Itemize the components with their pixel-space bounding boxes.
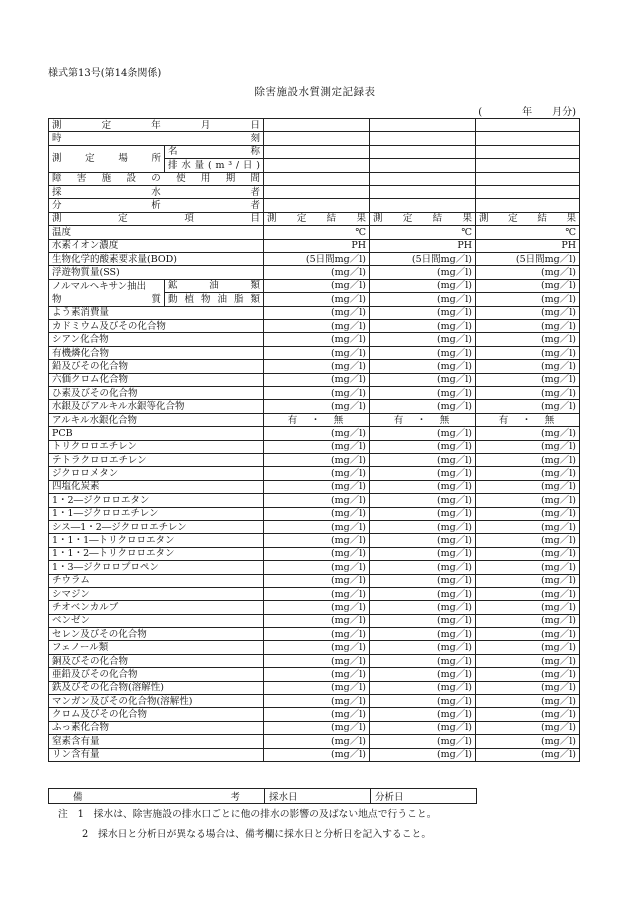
- item-row: [49, 520, 580, 533]
- measure-value[interactable]: (mg／l): [264, 574, 370, 587]
- measure-value[interactable]: (mg／l): [264, 360, 370, 373]
- discharge-label: 排 水 量 ( m ³ / 日 ): [165, 159, 264, 172]
- measure-value[interactable]: ℃: [264, 226, 370, 239]
- measure-value[interactable]: (mg／l): [370, 681, 476, 694]
- item-name: 有機燐化合物: [49, 346, 264, 359]
- measure-value[interactable]: (5日間mg／l): [476, 252, 580, 265]
- measure-value[interactable]: (mg／l): [264, 320, 370, 333]
- measure-value[interactable]: (mg／l): [264, 735, 370, 748]
- remarks-label: 備 考: [49, 789, 265, 804]
- header-value-3[interactable]: [476, 132, 580, 145]
- header-value-3[interactable]: [476, 185, 580, 198]
- measure-value[interactable]: (mg／l): [476, 520, 580, 533]
- measure-value[interactable]: 有 ・ 無: [264, 413, 370, 426]
- measure-value[interactable]: (mg／l): [476, 574, 580, 587]
- measure-value[interactable]: (mg／l): [370, 467, 476, 480]
- header-value-1[interactable]: [264, 199, 370, 212]
- measure-value[interactable]: (mg／l): [264, 453, 370, 466]
- measure-value[interactable]: (mg／l): [476, 628, 580, 641]
- item-row: [49, 226, 580, 239]
- header-value-2[interactable]: [370, 185, 476, 198]
- measure-value[interactable]: (mg／l): [476, 561, 580, 574]
- item-name: クロム及びその化合物: [49, 708, 264, 721]
- item-name: ふっ素化合物: [49, 721, 264, 734]
- item-name: アルキル水銀化合物: [49, 413, 264, 426]
- measure-value[interactable]: (mg／l): [476, 601, 580, 614]
- place-name-label: 名 称: [165, 145, 264, 158]
- item-name: 窒素含有量: [49, 735, 264, 748]
- measure-value[interactable]: (mg／l): [476, 346, 580, 359]
- measure-value[interactable]: (mg／l): [264, 628, 370, 641]
- measure-value[interactable]: (mg／l): [476, 279, 580, 293]
- item-row: [49, 306, 580, 319]
- form-title: 除害施設水質測定記録表: [254, 86, 376, 98]
- header-value-1[interactable]: [264, 185, 370, 198]
- place-name-value-2[interactable]: [370, 145, 476, 158]
- measure-value[interactable]: (mg／l): [476, 695, 580, 708]
- item-name: 1・1―ジクロロエチレン: [49, 507, 264, 520]
- discharge-value-1[interactable]: [264, 159, 370, 172]
- measure-value[interactable]: (mg／l): [370, 641, 476, 654]
- header-value-2[interactable]: [370, 172, 476, 185]
- item-row: [49, 547, 580, 560]
- measure-value[interactable]: (mg／l): [476, 320, 580, 333]
- measure-value[interactable]: (mg／l): [370, 735, 476, 748]
- measure-value[interactable]: (mg／l): [264, 547, 370, 560]
- analysis-date-label: 分析日: [371, 789, 477, 804]
- measure-value[interactable]: (mg／l): [264, 668, 370, 681]
- measure-value[interactable]: (mg／l): [370, 507, 476, 520]
- measure-value[interactable]: ℃: [370, 226, 476, 239]
- note-2: 2 採水日と分析日が異なる場合は、備考欄に採水日と分析日を記入すること。: [82, 829, 432, 840]
- item-row: [49, 601, 580, 614]
- measure-value[interactable]: (mg／l): [264, 293, 370, 307]
- measure-value[interactable]: (mg／l): [370, 587, 476, 600]
- discharge-value-3[interactable]: [476, 159, 580, 172]
- item-row: [49, 654, 580, 667]
- item-row: [49, 453, 580, 466]
- measure-value[interactable]: (mg／l): [370, 480, 476, 493]
- item-row: [49, 333, 580, 346]
- header-value-1[interactable]: [264, 132, 370, 145]
- measure-value[interactable]: (mg／l): [370, 534, 476, 547]
- measure-value[interactable]: (mg／l): [264, 400, 370, 413]
- header-label: 測 定 年 月 日: [49, 119, 264, 132]
- measure-value[interactable]: (mg／l): [476, 373, 580, 386]
- header-value-2[interactable]: [370, 119, 476, 132]
- item-name: マンガン及びその化合物(溶解性): [49, 695, 264, 708]
- measure-value[interactable]: (mg／l): [476, 440, 580, 453]
- item-row: [49, 587, 580, 600]
- measure-value[interactable]: (mg／l): [370, 360, 476, 373]
- measure-value[interactable]: (mg／l): [476, 534, 580, 547]
- item-row: [49, 467, 580, 480]
- header-value-1[interactable]: [264, 172, 370, 185]
- header-value-3[interactable]: [476, 119, 580, 132]
- measure-value[interactable]: (mg／l): [264, 695, 370, 708]
- item-row: [49, 561, 580, 574]
- measure-value[interactable]: (mg／l): [264, 708, 370, 721]
- header-row: [49, 119, 580, 132]
- measure-value[interactable]: (mg／l): [370, 453, 476, 466]
- item-name: 浮遊物質量(SS): [49, 266, 264, 279]
- measure-value[interactable]: (mg／l): [476, 735, 580, 748]
- item-row: [49, 239, 580, 252]
- item-name: ベンゼン: [49, 614, 264, 627]
- item-name: 1・1・2―トリクロロエタン: [49, 547, 264, 560]
- item-name: シマジン: [49, 587, 264, 600]
- item-row: [49, 534, 580, 547]
- measure-value[interactable]: (mg／l): [264, 507, 370, 520]
- item-name: 生物化学的酸素要求量(BOD): [49, 252, 264, 265]
- measure-value[interactable]: (mg／l): [370, 387, 476, 400]
- measure-value[interactable]: (mg／l): [370, 494, 476, 507]
- item-name: よう素消費量: [49, 306, 264, 319]
- item-row: [49, 387, 580, 400]
- measure-value[interactable]: (mg／l): [264, 346, 370, 359]
- header-label: 採 水 者: [49, 185, 264, 198]
- measure-value[interactable]: (mg／l): [476, 453, 580, 466]
- measure-value[interactable]: (mg／l): [370, 320, 476, 333]
- measure-value[interactable]: (mg／l): [370, 279, 476, 293]
- header-value-1[interactable]: [264, 119, 370, 132]
- item-row: [49, 252, 580, 265]
- item-name: 1・2―ジクロロエタン: [49, 494, 264, 507]
- item-row: [49, 614, 580, 627]
- header-value-3[interactable]: [476, 172, 580, 185]
- item-name: シス―1・2―ジクロロエチレン: [49, 520, 264, 533]
- measure-value[interactable]: 有 ・ 無: [370, 413, 476, 426]
- measure-value[interactable]: PH: [370, 239, 476, 252]
- item-name: ジクロロメタン: [49, 467, 264, 480]
- measure-value[interactable]: (mg／l): [370, 601, 476, 614]
- measure-value[interactable]: (mg／l): [370, 400, 476, 413]
- measure-value[interactable]: (mg／l): [370, 427, 476, 440]
- measure-value[interactable]: (mg／l): [264, 520, 370, 533]
- item-subname: 鉱 油 類: [165, 279, 264, 293]
- item-row: [49, 440, 580, 453]
- item-row: [49, 735, 580, 748]
- item-name: ひ素及びその化合物: [49, 387, 264, 400]
- measure-value[interactable]: (mg／l): [476, 721, 580, 734]
- header-value-2[interactable]: [370, 132, 476, 145]
- place-name-value-3[interactable]: [476, 145, 580, 158]
- item-name: セレン及びその化合物: [49, 628, 264, 641]
- measure-value[interactable]: (mg／l): [264, 681, 370, 694]
- item-header: 測 定 項 目: [49, 212, 264, 225]
- measure-value[interactable]: (mg／l): [264, 654, 370, 667]
- measure-value[interactable]: (mg／l): [370, 373, 476, 386]
- item-name: 水銀及びアルキル水銀等化合物: [49, 400, 264, 413]
- item-row: [49, 494, 580, 507]
- measure-value[interactable]: (mg／l): [476, 333, 580, 346]
- item-name: ノルマルヘキサン抽出 物 質: [49, 279, 165, 306]
- item-name: リン含有量: [49, 748, 264, 761]
- measure-value[interactable]: (mg／l): [476, 507, 580, 520]
- item-row: [49, 346, 580, 359]
- item-name: 鉛及びその化合物: [49, 360, 264, 373]
- measure-value[interactable]: (mg／l): [264, 333, 370, 346]
- header-row: [49, 132, 580, 145]
- measure-value[interactable]: (mg／l): [264, 494, 370, 507]
- item-row: [49, 668, 580, 681]
- measurement-table: [48, 118, 580, 762]
- item-row: [49, 360, 580, 373]
- measure-value[interactable]: (mg／l): [264, 614, 370, 627]
- measure-value[interactable]: (mg／l): [264, 467, 370, 480]
- remarks-table: [48, 788, 477, 804]
- item-name: 温度: [49, 226, 264, 239]
- measure-value[interactable]: (mg／l): [264, 306, 370, 319]
- form-number: 様式第13号(第14条関係): [48, 68, 162, 79]
- measure-value[interactable]: (mg／l): [264, 373, 370, 386]
- measure-value[interactable]: (mg／l): [370, 266, 476, 279]
- item-row: [49, 708, 580, 721]
- item-row: [49, 400, 580, 413]
- measure-value[interactable]: (mg／l): [476, 306, 580, 319]
- header-value-3[interactable]: [476, 199, 580, 212]
- measure-value[interactable]: (5日間mg／l): [370, 252, 476, 265]
- measure-value[interactable]: (mg／l): [476, 668, 580, 681]
- measure-value[interactable]: (mg／l): [476, 360, 580, 373]
- result-header: 測 定 結 果: [264, 212, 370, 225]
- item-name: PCB: [49, 427, 264, 440]
- measure-value[interactable]: ℃: [476, 226, 580, 239]
- measure-value[interactable]: (mg／l): [476, 293, 580, 307]
- measure-value[interactable]: (mg／l): [370, 561, 476, 574]
- item-row: [49, 721, 580, 734]
- measure-value[interactable]: (mg／l): [370, 748, 476, 761]
- header-value-2[interactable]: [370, 199, 476, 212]
- sample-date-label: 採水日: [265, 789, 371, 804]
- measure-value[interactable]: (mg／l): [370, 614, 476, 627]
- measure-value[interactable]: (mg／l): [476, 587, 580, 600]
- item-name: チウラム: [49, 574, 264, 587]
- measure-value[interactable]: (mg／l): [476, 400, 580, 413]
- item-row: [49, 507, 580, 520]
- header-label: 時 刻: [49, 132, 264, 145]
- measure-value[interactable]: (mg／l): [264, 440, 370, 453]
- measure-value[interactable]: PH: [476, 239, 580, 252]
- discharge-value-2[interactable]: [370, 159, 476, 172]
- item-name: 四塩化炭素: [49, 480, 264, 493]
- measure-value[interactable]: (mg／l): [264, 266, 370, 279]
- item-row: [49, 574, 580, 587]
- measure-value[interactable]: (mg／l): [476, 547, 580, 560]
- item-name: 亜鉛及びその化合物: [49, 668, 264, 681]
- measure-value[interactable]: (mg／l): [264, 721, 370, 734]
- item-name: 水素イオン濃度: [49, 239, 264, 252]
- measure-value[interactable]: (mg／l): [476, 387, 580, 400]
- item-row: [49, 427, 580, 440]
- measure-value[interactable]: (mg／l): [370, 721, 476, 734]
- measure-value[interactable]: (mg／l): [370, 440, 476, 453]
- measure-value[interactable]: (mg／l): [264, 601, 370, 614]
- measure-value[interactable]: (mg／l): [370, 708, 476, 721]
- item-row: [49, 628, 580, 641]
- measure-value[interactable]: (mg／l): [370, 306, 476, 319]
- item-name: 六価クロム化合物: [49, 373, 264, 386]
- measure-value[interactable]: (mg／l): [370, 654, 476, 667]
- measure-value[interactable]: (mg／l): [264, 387, 370, 400]
- measure-value[interactable]: (mg／l): [370, 346, 476, 359]
- item-row: [49, 681, 580, 694]
- item-row: [49, 641, 580, 654]
- item-subname: 動 植 物 油 脂 類: [165, 293, 264, 307]
- place-label: 測 定 場 所: [49, 145, 165, 172]
- header-label: 分 析 者: [49, 199, 264, 212]
- item-name: チオベンカルブ: [49, 601, 264, 614]
- measure-value[interactable]: (mg／l): [476, 266, 580, 279]
- item-name: テトラクロロエチレン: [49, 453, 264, 466]
- measure-value[interactable]: (mg／l): [264, 587, 370, 600]
- measure-value[interactable]: (mg／l): [264, 480, 370, 493]
- measure-value[interactable]: (mg／l): [370, 333, 476, 346]
- item-name: シアン化合物: [49, 333, 264, 346]
- note-1: 注 1 採水は、除害施設の排水口ごとに他の排水の影響の及ばない地点で行うこと。: [58, 809, 437, 820]
- measure-value[interactable]: PH: [264, 239, 370, 252]
- item-row: [49, 480, 580, 493]
- item-row: [49, 266, 580, 279]
- item-name: カドミウム及びその化合物: [49, 320, 264, 333]
- measure-value[interactable]: (mg／l): [370, 628, 476, 641]
- measure-value[interactable]: (mg／l): [476, 494, 580, 507]
- item-name: 1・3―ジクロロプロペン: [49, 561, 264, 574]
- measure-value[interactable]: (mg／l): [264, 748, 370, 761]
- measure-value[interactable]: (mg／l): [476, 641, 580, 654]
- measure-value[interactable]: (5日間mg／l): [264, 252, 370, 265]
- measure-value[interactable]: (mg／l): [370, 293, 476, 307]
- result-header: 測 定 結 果: [370, 212, 476, 225]
- measure-value[interactable]: (mg／l): [264, 427, 370, 440]
- item-row: [49, 320, 580, 333]
- item-row: [49, 748, 580, 761]
- item-name: 銅及びその化合物: [49, 654, 264, 667]
- measure-value[interactable]: (mg／l): [370, 547, 476, 560]
- item-row: [49, 373, 580, 386]
- measure-value[interactable]: (mg／l): [476, 681, 580, 694]
- period-field: ( 年 月分): [478, 107, 576, 118]
- place-name-value-1[interactable]: [264, 145, 370, 158]
- measure-value[interactable]: (mg／l): [476, 748, 580, 761]
- measure-value[interactable]: (mg／l): [370, 520, 476, 533]
- measure-value[interactable]: (mg／l): [370, 668, 476, 681]
- measure-value[interactable]: 有 ・ 無: [476, 413, 580, 426]
- item-row: [49, 413, 580, 426]
- result-header: 測 定 結 果: [476, 212, 580, 225]
- header-label: 障 害 施 設 の 使 用 期 間: [49, 172, 264, 185]
- measure-value[interactable]: (mg／l): [476, 427, 580, 440]
- measure-value[interactable]: (mg／l): [264, 534, 370, 547]
- measure-value[interactable]: (mg／l): [264, 561, 370, 574]
- measure-value[interactable]: (mg／l): [476, 654, 580, 667]
- item-row: [49, 695, 580, 708]
- measure-value[interactable]: (mg／l): [370, 695, 476, 708]
- measure-value[interactable]: (mg／l): [476, 467, 580, 480]
- item-name: フェノール類: [49, 641, 264, 654]
- measure-value[interactable]: (mg／l): [264, 279, 370, 293]
- measure-value[interactable]: (mg／l): [264, 641, 370, 654]
- item-name: 鉄及びその化合物(溶解性): [49, 681, 264, 694]
- measure-value[interactable]: (mg／l): [476, 480, 580, 493]
- measure-value[interactable]: (mg／l): [476, 614, 580, 627]
- item-name: トリクロロエチレン: [49, 440, 264, 453]
- measure-value[interactable]: (mg／l): [370, 574, 476, 587]
- item-name: 1・1・1―トリクロロエタン: [49, 534, 264, 547]
- measure-value[interactable]: (mg／l): [476, 708, 580, 721]
